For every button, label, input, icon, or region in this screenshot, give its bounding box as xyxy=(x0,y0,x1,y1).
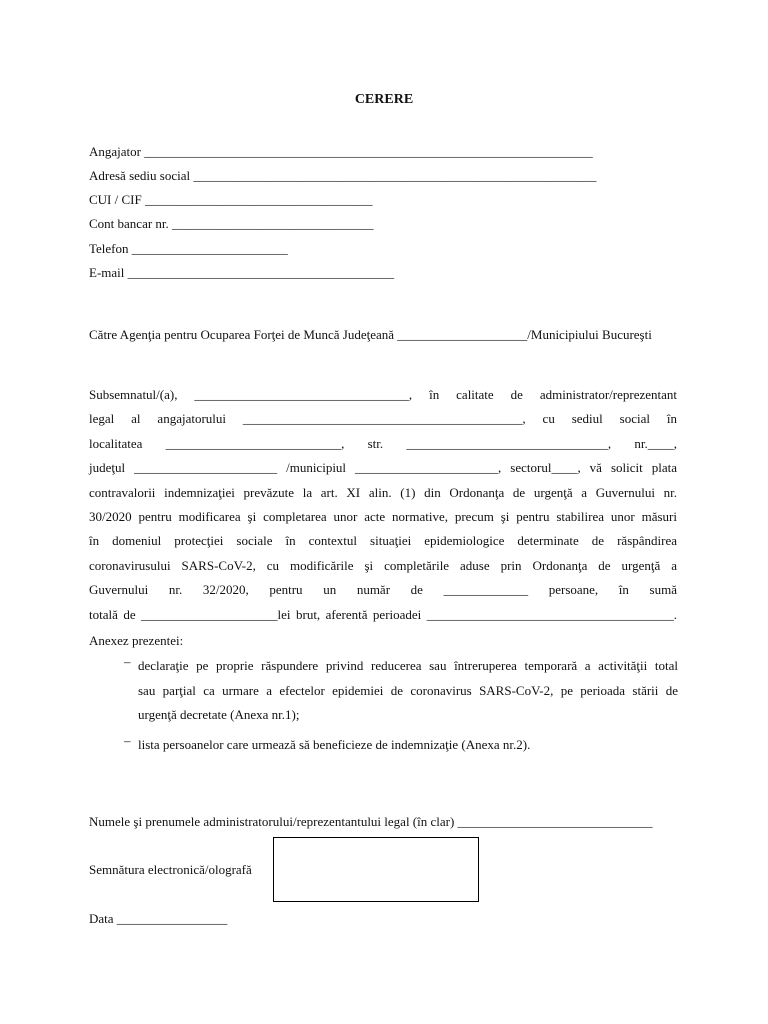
annex-item-line: urgenţă decretate (Anexa nr.1); xyxy=(138,707,300,722)
annex-item-line: lista persoanelor care urmează să beneficieze de indemnizaţie (Anexa nr.2). xyxy=(138,736,531,752)
dash-bullet: – xyxy=(124,654,131,669)
annex-item-line: sau parţial ca urmare a efectelor epidemiei de coronavirus SARS-CoV-2, pe perioada stării de xyxy=(138,682,678,698)
list-item xyxy=(124,733,678,758)
body-line: legal al angajatorului ___________________________________________, cu sediul social în xyxy=(89,411,677,427)
body-line: judeţul ______________________ /municipiul ______________________, sectorul____, vă solicit plata xyxy=(89,460,677,476)
annex-item-line: declaraţie pe proprie răspundere privind reducerea sau întreruperea temporară a activităţii total xyxy=(138,658,678,673)
bank-account-field: Cont bancar nr. _______________________________ xyxy=(89,216,374,231)
signature-label: Semnătura electronică/olografă xyxy=(89,862,252,877)
body-line: Guvernului nr. 32/2020, pentru un număr de _____________ persoane, în sumă xyxy=(89,582,677,598)
registered-address-field: Adresă sediu social ______________________________________________________________ xyxy=(89,168,597,183)
cui-cif-field: CUI / CIF ___________________________________ xyxy=(89,192,373,207)
request-body xyxy=(89,383,677,627)
body-line: în domeniul protecţiei sociale în contextul situaţiei epidemiologice determinate de răspândirea xyxy=(89,533,677,549)
dash-bullet: – xyxy=(124,732,131,748)
body-line: 30/2020 pentru modificarea şi completarea unor acte normative, precum şi pentru stabilirea unor măsuri xyxy=(89,508,677,524)
body-line: contravalorii indemnizaţiei prevăzute la art. XI alin. (1) din Ordonanţa de urgenţă a Guvernului nr. xyxy=(89,484,677,500)
annex-label: Anexez prezentei: xyxy=(89,633,184,648)
email-field: E-mail _________________________________________ xyxy=(89,265,395,280)
body-line: coronavirusului SARS-CoV-2, cu modificările şi completările aduse prin Ordonanţa de urgenţă a xyxy=(89,557,677,573)
date-field: Data _________________ xyxy=(89,911,228,926)
annex-list xyxy=(124,654,678,757)
document-title: CERERE xyxy=(354,92,414,107)
addressee-line: Către Agenţia pentru Ocuparea Forţei de Muncă Judeţeană ____________________/Municipiului Bucureşti xyxy=(89,327,652,342)
legal-representative-name-field: Numele şi prenumele administratorului/reprezentantului legal (în clar) ______________________________ xyxy=(89,814,653,829)
body-line: totală de _____________________lei brut, aferentă perioadei ______________________________________. xyxy=(89,606,677,622)
body-line: Subsemnatul/(a), _________________________________, în calitate de administrator/reprezentant xyxy=(89,387,677,402)
body-line: localitatea ___________________________, str. _______________________________, nr.____, xyxy=(89,435,677,451)
employer-field: Angajator _____________________________________________________________________ xyxy=(89,144,593,159)
list-item xyxy=(124,654,678,728)
signature-box[interactable] xyxy=(273,837,479,902)
phone-field: Telefon ________________________ xyxy=(89,241,288,256)
